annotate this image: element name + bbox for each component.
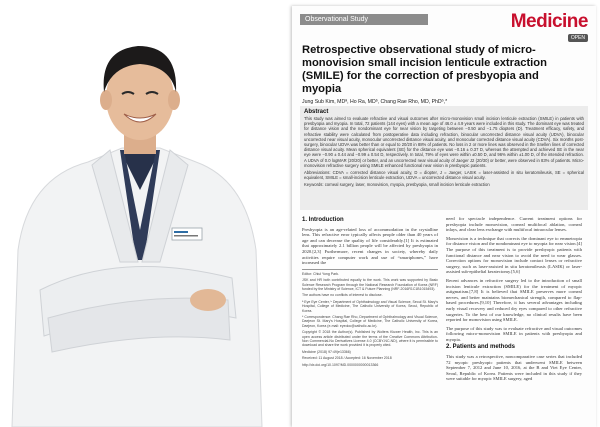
paper-authors: Jung Sub Kim, MDª, Ho Ra, MDᵇ, Chang Rae Rho, MD, PhDᵇ,* — [302, 99, 448, 105]
right-text-4: The purpose of this study was to evaluate refractive and visual outcomes following micro-monovision SMILE in patients with presbyopia and myopia. — [446, 325, 582, 342]
note-affiliation: ª Eye Eye Center, ᵇ Department of Ophthalmology and Visual Science, Seoul St. Mary’s Hospital, College of Medicine, The Catholic University of Korea, Seoul, Republic of Korea. — [302, 299, 438, 313]
note-correspondence: * Correspondence: Chang Rae Rho, Department of Ophthalmology and Visual Science, Daejeon St. Mary’s Hospital, College of Medicine, The Catholic University of Korea, Daejeon, Korea (e-mail: eyedoc@catholic.ac.kr). — [302, 315, 438, 328]
intro-text: Presbyopia is an age-related loss of accommodation in the crystalline lens. This refractive error typically affects people older than 40 years of age and can decrease the quality of life considerably.[1] It is estimated that approximately 2.1 billion people will be affected by presbyopia in 2020.[2,3] Furthermore, recent changes in society, whereby daily activities require computer work and use of “smartphones,” have increased the — [302, 226, 438, 266]
note-editor: Editor: Chiul Yong Park. — [302, 271, 339, 276]
intro-heading: 1. Introduction — [302, 217, 344, 223]
left-column — [302, 216, 438, 369]
paper-page — [292, 6, 596, 427]
note-copyright: Copyright © 2018 the Author(s). Published by Wolters Kluwer Health, Inc. This is an open access article distributed under the terms of the Creative Commons Attribution-Non Commercial-No Derivatives License 4.0 (CCBY-NC-ND), where it is permissible to download and share the work provided it is properly cited. — [302, 330, 438, 348]
note-received: Received: 11 August 2018 / Accepted: 16 November 2018 — [302, 356, 392, 361]
right-text-1: need for spectacle independence. Current treatment options for presbyopia include monovision, corneal multifocal ablation, corneal inlays, and clear lens exchange with multifocal intraocular lenses. — [446, 216, 582, 233]
note-funding: JSK and HR both contributed equally to the work. This work was supported by Basic Science Research Program through the National Research Foundation of Korea (NRF) funded by the Ministry of Science, ICT & Future Planning (NRF-2016R1C1B1015493). — [302, 278, 438, 291]
section-tag: Observational Study — [300, 14, 428, 25]
abstract-heading: Abstract — [304, 109, 329, 115]
abstract-box — [300, 106, 588, 210]
footnotes — [302, 269, 438, 367]
paper-title: Retrospective observational study of micro-monovision small incision lenticule extraction (SMILE) for the correction of presbyopia and myopia — [302, 44, 547, 95]
note-conflict: The authors have no conflicts of interest to disclose. — [302, 293, 383, 298]
right-column — [446, 216, 582, 385]
open-access-badge: OPEN — [568, 34, 588, 42]
right-text-3: Recent advances in refractive surgery led to the introduction of small incision lenticule extraction (SMILE) for the treatment of myopic astigmatism.[7,8] It is believed that SMILE preserves more corneal nerves, and better maintains biomechanical strength, compared to flap-based procedures.[9,10] Therefore, it has several advantages including early visual recovery and reduced dry eyes compared to other refractive surgeries. To the best of our knowledge, no clinical results have been reported for monovision using SMILE. — [446, 277, 582, 323]
methods-text: This study was a retrospective, noncomparative case series that included 72 myopic presbyopic patients that underwent SMILE between September 7, 2012 and June 10, 2016, at the B and Viet Eye Center, Seoul, Republic of Korea. Patients were included in this study if they were suitable for myopic SMILE surgery, aged — [446, 354, 582, 382]
abbreviations: Abbreviations: CDVA = corrected distance visual acuity, D = diopter, J = Jaeger, LASIK = laser-assisted in situ keratomileusis, SE = spherical equivalent, SMILE = small-incision lenticule extraction, UDVA = uncorrected distance visual acuity. — [304, 170, 584, 181]
right-text-2: Monovision is a technique that corrects the dominant eye to emmetropia for distance vision and the nondominant eye to myopia for near vision.[4] The purpose of this treatment is to provide presbyopic patients with functional distance and near vision to avoid the need to wear glasses. Correction options for monovision include contact lenses or refractive surgery, such as laser-assisted in situ keratomileusis (LASIK) or laser-assisted sub-epithelial keratectomy.[5,6] — [446, 235, 582, 275]
journal-logo: Medicine — [510, 11, 588, 32]
note-citation: Medicine (2018) 97:49(e13366) — [302, 349, 351, 354]
keywords: Keywords: corneal surgery, laser, monovision, myopia, presbyopia, small incision lenticule extraction — [304, 182, 490, 188]
abstract-text: This study was aimed to evaluate refractive and visual outcomes after micro-monovision small incision lenticule extraction (SMILE) in patients with presbyopia and myopia. In total, 72 patients (144 eyes) with a mean age of 46.0 ± 4.9 years were included in this study. The dominant eye was treated for distance vision and the nondominant eye for near vision by targeting between −0.50 and −1.75 diopters (D). Treatment efficacy, safety, and refractive stability were calculated from postoperative data including refraction, binocular uncorrected distance visual acuity (UDVA), binocular uncorrected near visual acuity, monocular uncorrected distance visual acuity, and monocular corrected distance visual acuity (CDVA). Six months post-surgery, binocular UDVA was better than or equal to 20/20 in 88% of patients. No loss in 2 or more lines was observed in the Snellen lines of corrected distance visual acuity. Mean spherical equivalent (SE) for the distance eye was −0.16 ± 0.37 D, whereas the attempted and achieved SE in the near eye were −0.90 ± 0.44 and −0.99 ± 0.54 D, respectively. In total, 79% of eyes were within ±0.50 D, and 96% within ±1.00 D, of the intended refraction. A UDVA of 0.0 logMAR (20/20) or better, and an uncorrected near visual acuity of Jaeger J2 (20/30) or better, were observed in 83% of patients. Micro-monovision refractive surgery using SMILE enhanced functional near vision in presbyopic patients. — [304, 116, 584, 168]
methods-heading: 2. Patients and methods — [446, 344, 516, 351]
note-doi: http://dx.doi.org/10.1097/MD.0000000000013366 — [302, 362, 379, 367]
doctor-photo — [0, 0, 270, 427]
